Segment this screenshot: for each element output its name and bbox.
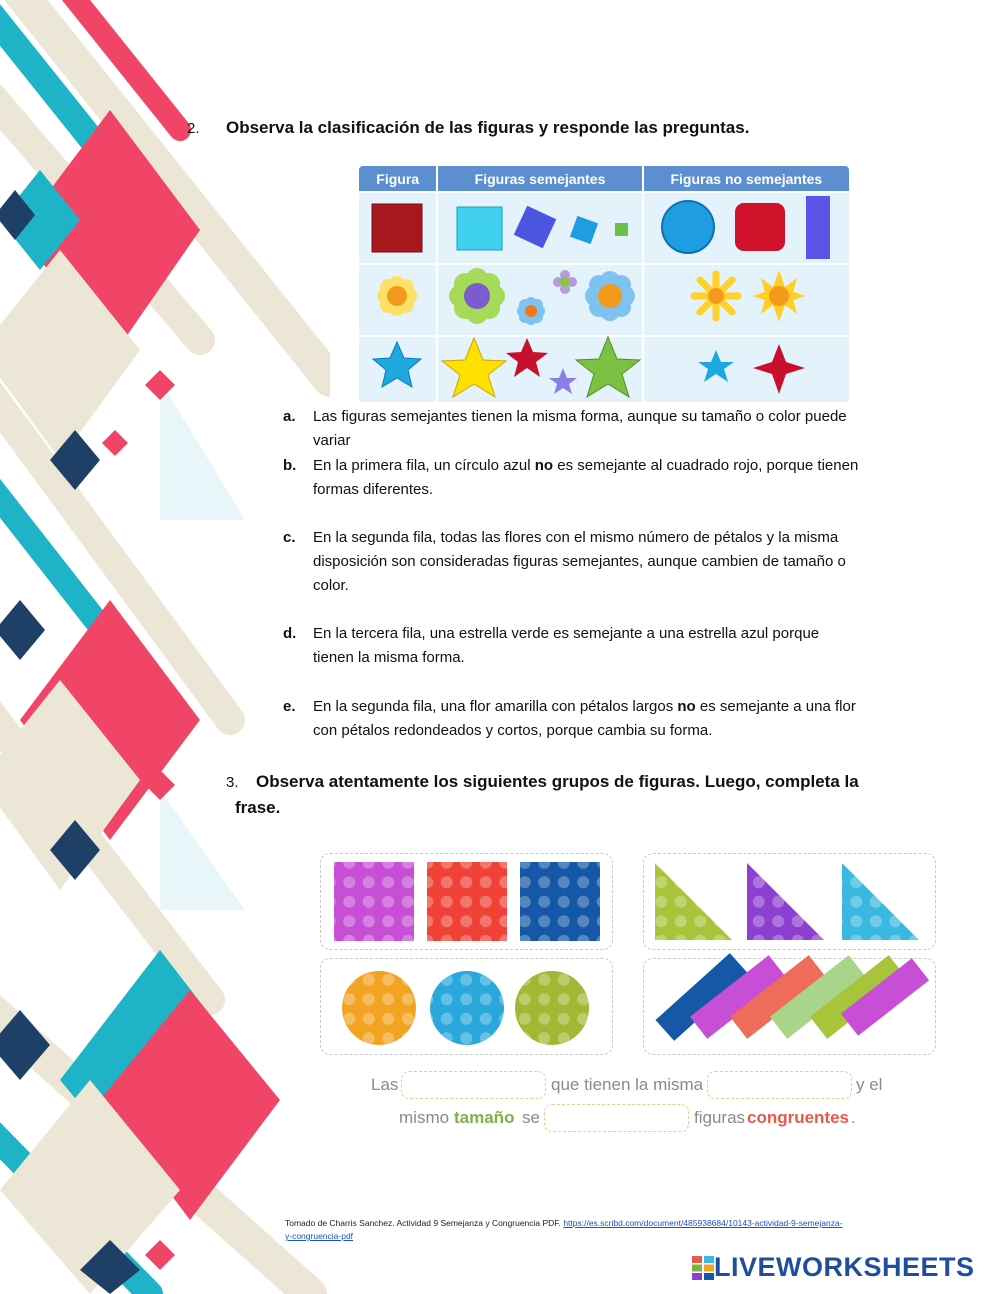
cyan-lego-triangle-icon xyxy=(842,863,919,940)
sentence-word: Las xyxy=(371,1075,399,1094)
logo-blocks-icon xyxy=(692,1256,714,1280)
citation-link[interactable]: https://es.scribd.com/document/485938684/10143-actividad-9-semejanza-y-congruencia-pdf xyxy=(285,1218,843,1241)
header-no-semejantes: Figuras no semejantes xyxy=(670,170,823,187)
flower-icon xyxy=(377,276,417,316)
blue-lego-square-icon xyxy=(520,862,600,941)
statement-text: En la segunda fila, todas las flores con el mismo número de pétalos y la misma disposición son consideradas figuras semejantes, aunque cambien de tamaño o color. xyxy=(313,529,846,594)
table-shapes xyxy=(359,166,849,402)
statement-letter: e. xyxy=(283,698,296,715)
red-four-point-star-icon xyxy=(753,344,805,394)
header-figura: Figura xyxy=(359,166,438,191)
statement-text: En la primera fila, un círculo azul no es semejante al cuadrado rojo, porque tienen formas diferentes. xyxy=(313,457,859,498)
blue-star-icon xyxy=(698,350,734,382)
sentence-word: figuras xyxy=(694,1108,746,1127)
question-title: Observa atentamente los siguientes grupos de figuras. Luego, completa la xyxy=(256,772,859,791)
blank-input-1[interactable] xyxy=(401,1071,546,1099)
liveworksheets-logo xyxy=(692,1252,975,1283)
question-number: 2. xyxy=(187,120,200,137)
source-citation xyxy=(285,1217,845,1243)
question-number: 3. xyxy=(226,774,239,791)
lego-bars-icon xyxy=(655,953,929,1041)
sentence-highlight-tamano: tamaño xyxy=(454,1108,515,1127)
blue-circle-icon xyxy=(662,201,714,253)
flower-icon xyxy=(753,270,805,322)
red-rounded-square-icon xyxy=(735,203,785,251)
sentence-highlight-congruentes: congruentes xyxy=(747,1108,850,1127)
orange-lego-circle-icon xyxy=(342,971,416,1045)
red-star-icon xyxy=(506,338,548,377)
blue-star-icon xyxy=(373,342,421,387)
statement-text: Las figuras semejantes tienen la misma forma, aunque su tamaño o color puede variar xyxy=(313,408,847,449)
header-semejantes: Figuras semejantes xyxy=(438,166,643,191)
cyan-lego-circle-icon xyxy=(430,971,504,1045)
flower-icon xyxy=(585,271,635,321)
flower-icon xyxy=(517,297,545,325)
red-square-icon xyxy=(372,204,422,252)
sentence-word: que tienen la misma xyxy=(551,1075,704,1094)
small-square-icon xyxy=(570,216,598,244)
blank-input-2[interactable] xyxy=(707,1071,852,1099)
statement-letter: c. xyxy=(283,529,296,546)
citation-text: Tomado de Charris Sanchez. Actividad 9 Semejanza y Congruencia PDF. xyxy=(285,1218,561,1228)
purple-star-icon xyxy=(549,368,577,394)
question-title: Observa la clasificación de las figuras y responde las preguntas. xyxy=(226,118,750,137)
green-square-icon xyxy=(615,223,628,236)
green-lego-circle-icon xyxy=(515,971,589,1045)
statement-letter: b. xyxy=(283,457,297,474)
blank-input-3[interactable] xyxy=(544,1104,689,1132)
yellow-star-icon xyxy=(442,338,506,397)
sentence-word: se xyxy=(522,1108,540,1127)
flower-icon xyxy=(449,268,505,324)
statement-letter: d. xyxy=(283,625,297,642)
purple-lego-square-icon xyxy=(334,862,414,941)
question-title-cont: frase. xyxy=(235,798,281,817)
statement-text: En la segunda fila, una flor amarilla con pétalos largos no es semejante a una flor con pétalos redondeados y cortos, porque cambia su forma. xyxy=(313,698,856,739)
sentence-word: y el xyxy=(856,1075,883,1094)
flower-icon xyxy=(694,274,738,318)
blue-square-icon xyxy=(514,206,557,249)
sentence-word: mismo xyxy=(399,1108,450,1127)
sentence-word: . xyxy=(851,1108,856,1127)
rectangle-icon xyxy=(806,196,830,259)
lego-figures xyxy=(320,853,934,1053)
green-star-icon xyxy=(576,337,640,397)
statement-text: En la tercera fila, una estrella verde es semejante a una estrella azul porque tienen la misma forma. xyxy=(313,625,820,666)
red-lego-square-icon xyxy=(427,862,507,941)
cyan-square-icon xyxy=(457,207,502,250)
flower-icon xyxy=(553,270,577,294)
purple-lego-triangle-icon xyxy=(747,863,824,940)
decorative-background xyxy=(0,0,330,1294)
green-lego-triangle-icon xyxy=(655,863,732,940)
statement-letter: a. xyxy=(283,408,296,425)
logo-text: LIVEWORKSHEETS xyxy=(714,1252,975,1282)
